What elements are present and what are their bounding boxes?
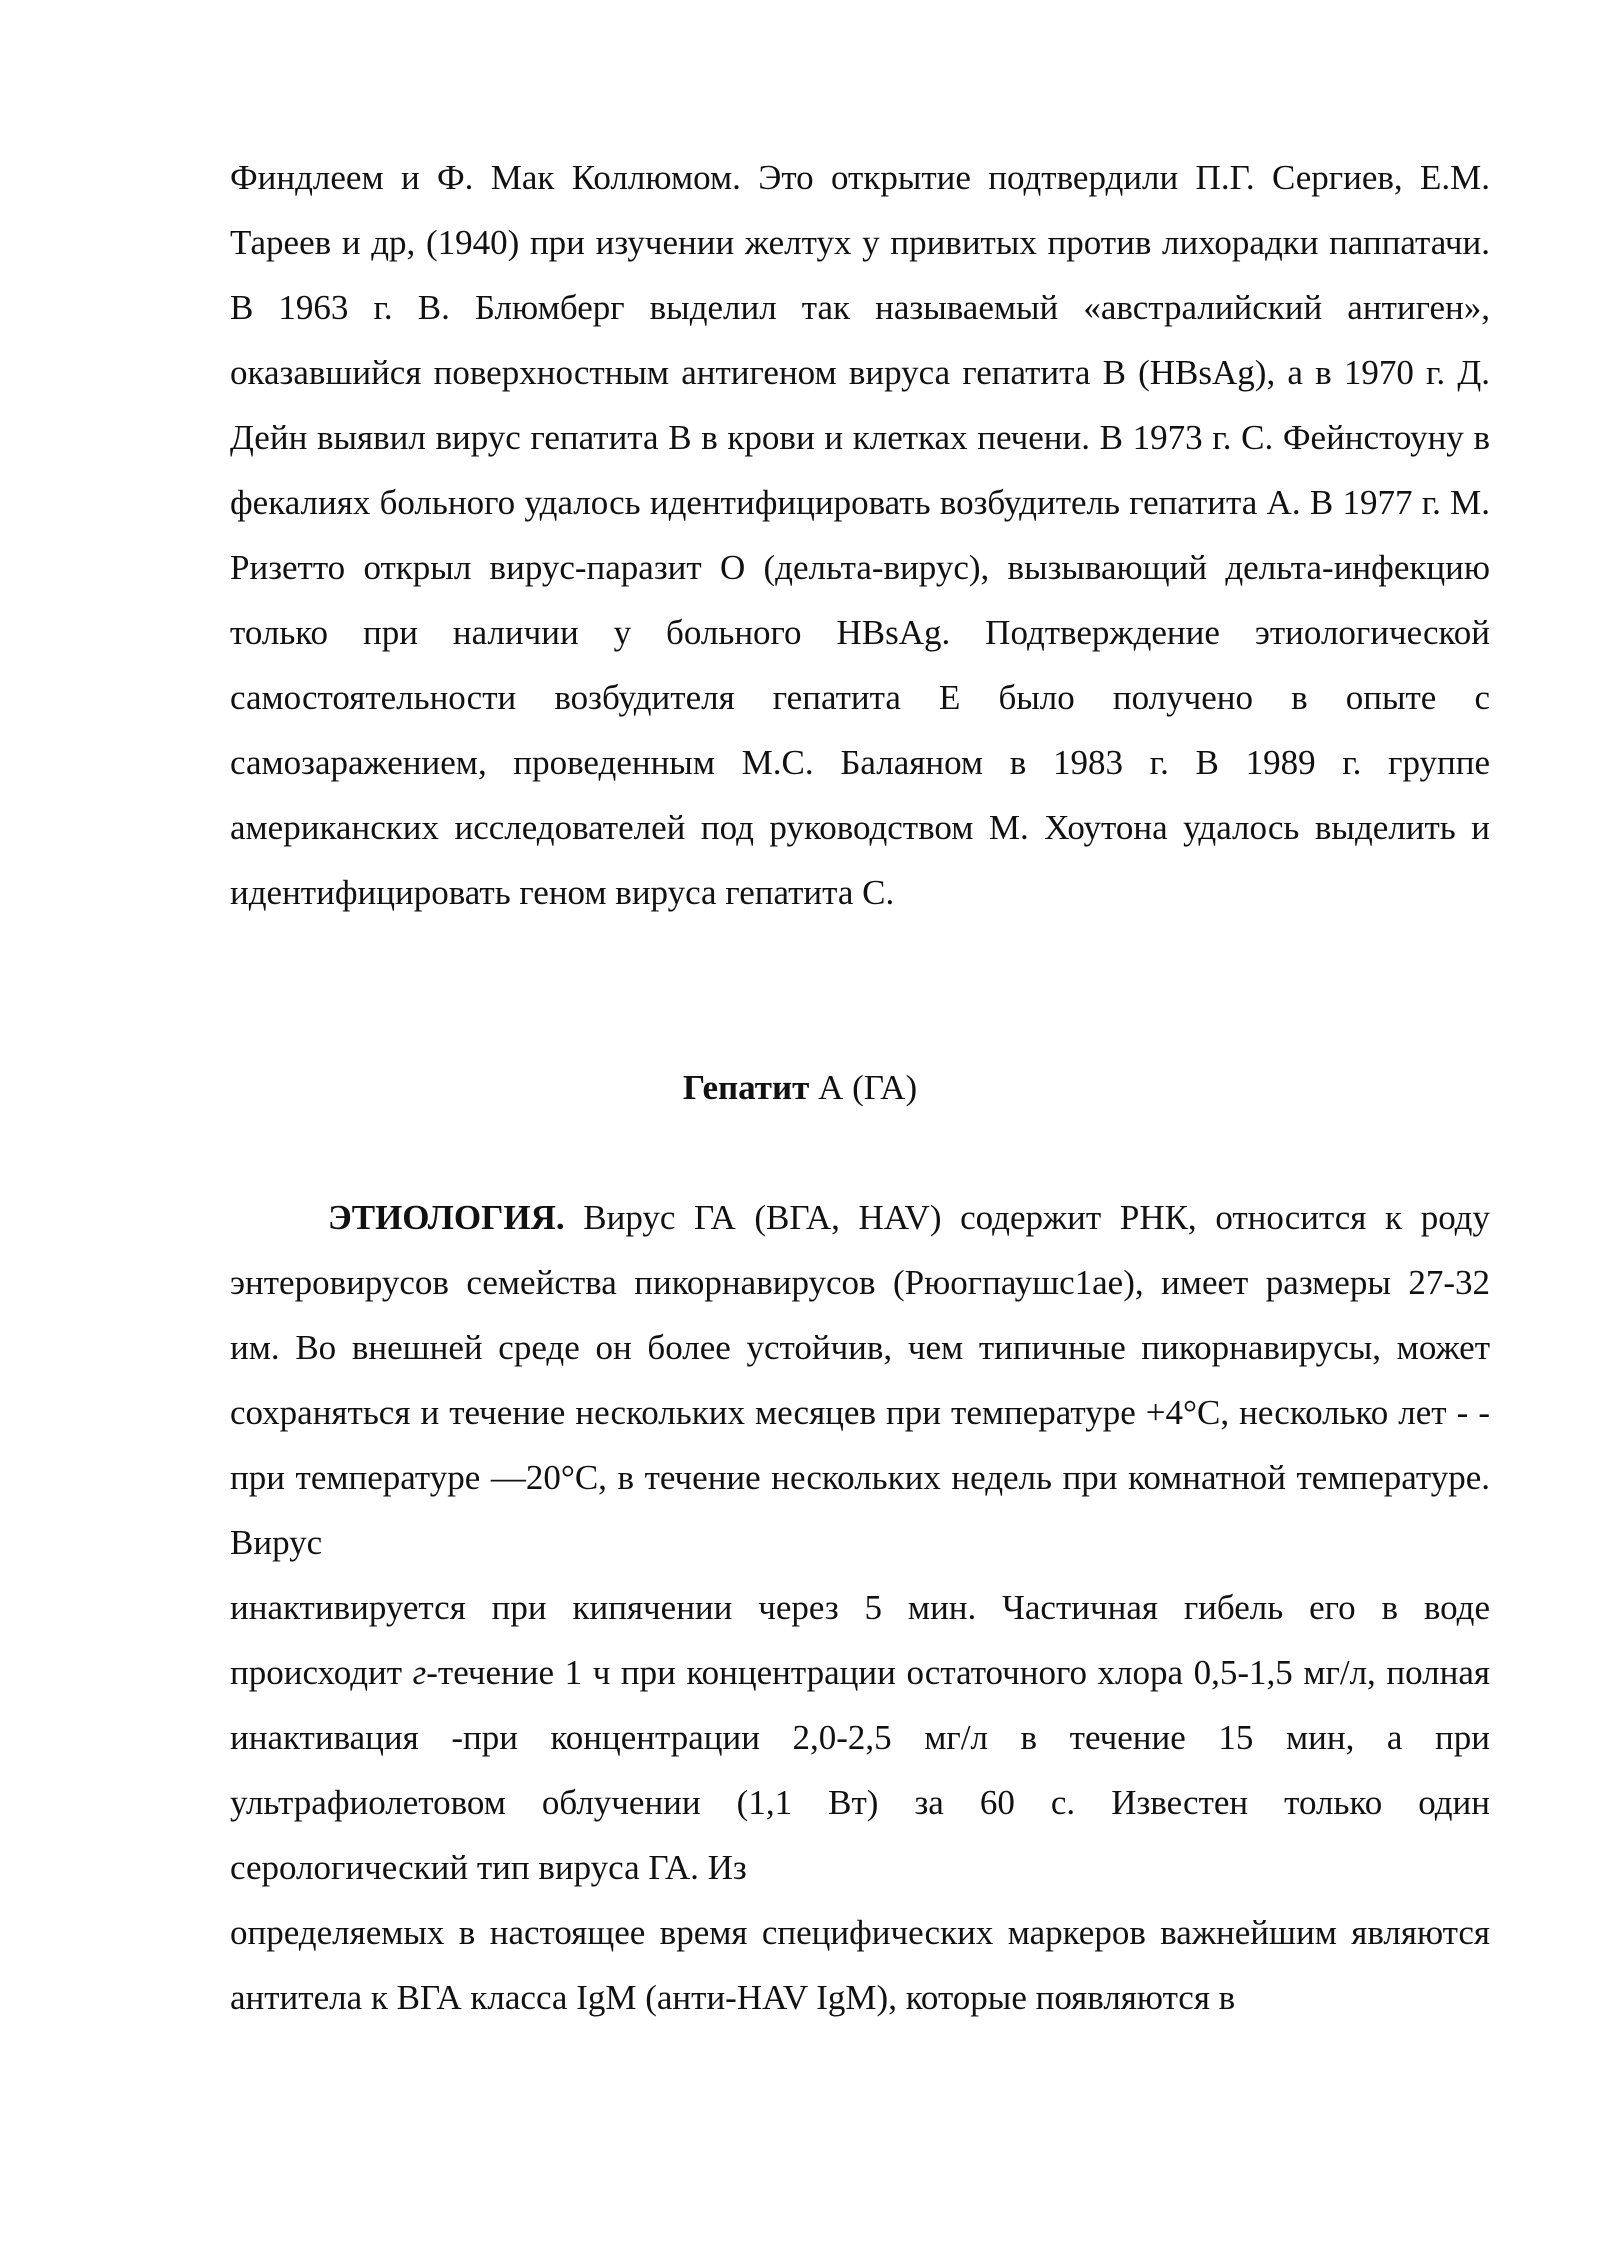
etiology-lead: ЭТИОЛОГИЯ.: [328, 1198, 565, 1237]
heading-bold-part: Гепатит: [682, 1068, 810, 1107]
etiology-part1: Вирус ГА (ВГА, HAV) содержит РНК, относится к роду энтеровирусов семейства пикорнавирусов (Рюогпаушс1ае), имеет размеры 27-32 им. Во внешней среде он более устойчив, чем типичные пикорнавирусы, может сохраняться и течение нескольких месяцев при температуре +4°С, несколько лет - - при температуре —20°С, в течение нескольких недель при комнатной температуре. Вирус: [230, 1198, 1490, 1562]
etiology-part2-a: инактивируется при кипячении через 5 мин. Частичная гибель его в воде происходит: [230, 1588, 1490, 1692]
intro-text-block: [230, 145, 1490, 925]
etiology-text-block: [230, 1185, 1490, 2030]
etiology-paragraph-1: [230, 1185, 1490, 1575]
etiology-part2-b: -течение 1 ч при концентрации остаточного хлора 0,5-1,5 мг/л, полная инактивация -при концентрации 2,0-2,5 мг/л в течение 15 мин, а при ультрафиолетовом облучении (1,1 Вт) за 60 с. Известен только один серологический тип вируса ГА. Из: [230, 1653, 1490, 1887]
heading-normal-part: А (ГА): [809, 1068, 918, 1107]
intro-paragraph: Финдлеем и Ф. Мак Коллюмом. Это открытие подтвердили П.Г. Сергиев, Е.М. Тареев и др, (1940) при изучении желтух у привитых против лихорадки паппатачи. В 1963 г. В. Блюмберг выделил так называемый «австралийский антиген», оказавшийся поверхностным антигеном вируса гепатита В (HBsAg), а в 1970 г. Д. Дейн выявил вирус гепатита В в крови и клетках печени. В 1973 г. С. Фейнстоуну в фекалиях больного удалось идентифицировать возбудитель гепатита А. В 1977 г. М. Ризетто открыл вирус-паразит О (дельта-вирус), вызывающий дельта-инфекцию только при наличии у больного HBsAg. Подтверждение этиологической самостоятельности возбудителя гепатита Е было получено в опыте с самозаражением, проведенным М.С. Балаяном в 1983 г. В 1989 г. группе американских исследователей под руководством М. Хоутона удалось выделить и идентифицировать геном вируса гепатита С.: [230, 158, 1490, 912]
etiology-paragraph-3: определяемых в настоящее время специфических маркеров важнейшим являются антитела к ВГА класса IgM (анти-HAV IgM), которые появляются в: [230, 1913, 1490, 2017]
section-heading: [0, 1055, 1600, 1120]
etiology-paragraph-2: [230, 1575, 1490, 1900]
etiology-part2-italic: г: [412, 1653, 427, 1692]
